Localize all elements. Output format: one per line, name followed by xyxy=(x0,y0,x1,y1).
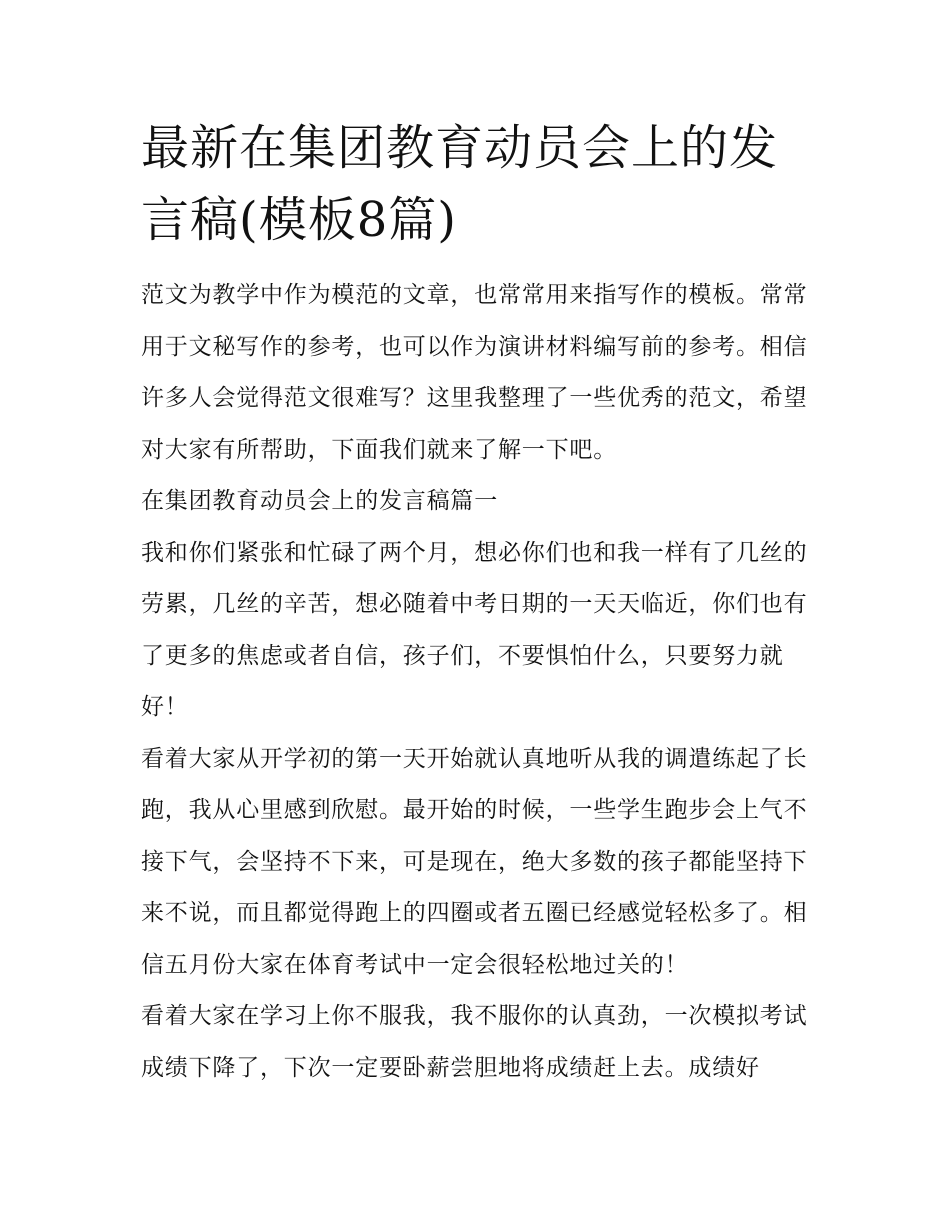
document-title: 最新在集团教育动员会上的发言稿(模板8篇) xyxy=(141,120,779,248)
body-paragraph: 我和你们紧张和忙碌了两个月，想必你们也和我一样有了几丝的劳累，几丝的辛苦，想必随着中考日期的一天天临近，你们也有了更多的焦虑或者自信，孩子们，不要惧怕什么，只要努力就好！ xyxy=(141,539,808,720)
intro-paragraph: 范文为教学中作为模范的文章，也常常用来指写作的模板。常常用于文秘写作的参考，也可以作为演讲材料编写前的参考。相信许多人会觉得范文很难写？这里我整理了一些优秀的范文，希望对大家有所帮助，下面我们就来了解一下吧。 xyxy=(141,282,808,463)
body-paragraph: 看着大家在学习上你不服我，我不服你的认真劲，一次模拟考试成绩下降了，下次一定要卧薪尝胆地将成绩赶上去。成绩好 xyxy=(141,1003,808,1081)
document-page xyxy=(141,112,813,1094)
section-heading: 在集团教育动员会上的发言稿篇一 xyxy=(141,488,498,514)
body-paragraph: 看着大家从开学初的第一天开始就认真地听从我的调遣练起了长跑，我从心里感到欣慰。最开始的时候，一些学生跑步会上气不接下气，会坚持不下来，可是现在，绝大多数的孩子都能坚持下来不说，而且都觉得跑上的四圈或者五圈已经感觉轻松多了。相信五月份大家在体育考试中一定会很轻松地过关的！ xyxy=(141,745,808,978)
